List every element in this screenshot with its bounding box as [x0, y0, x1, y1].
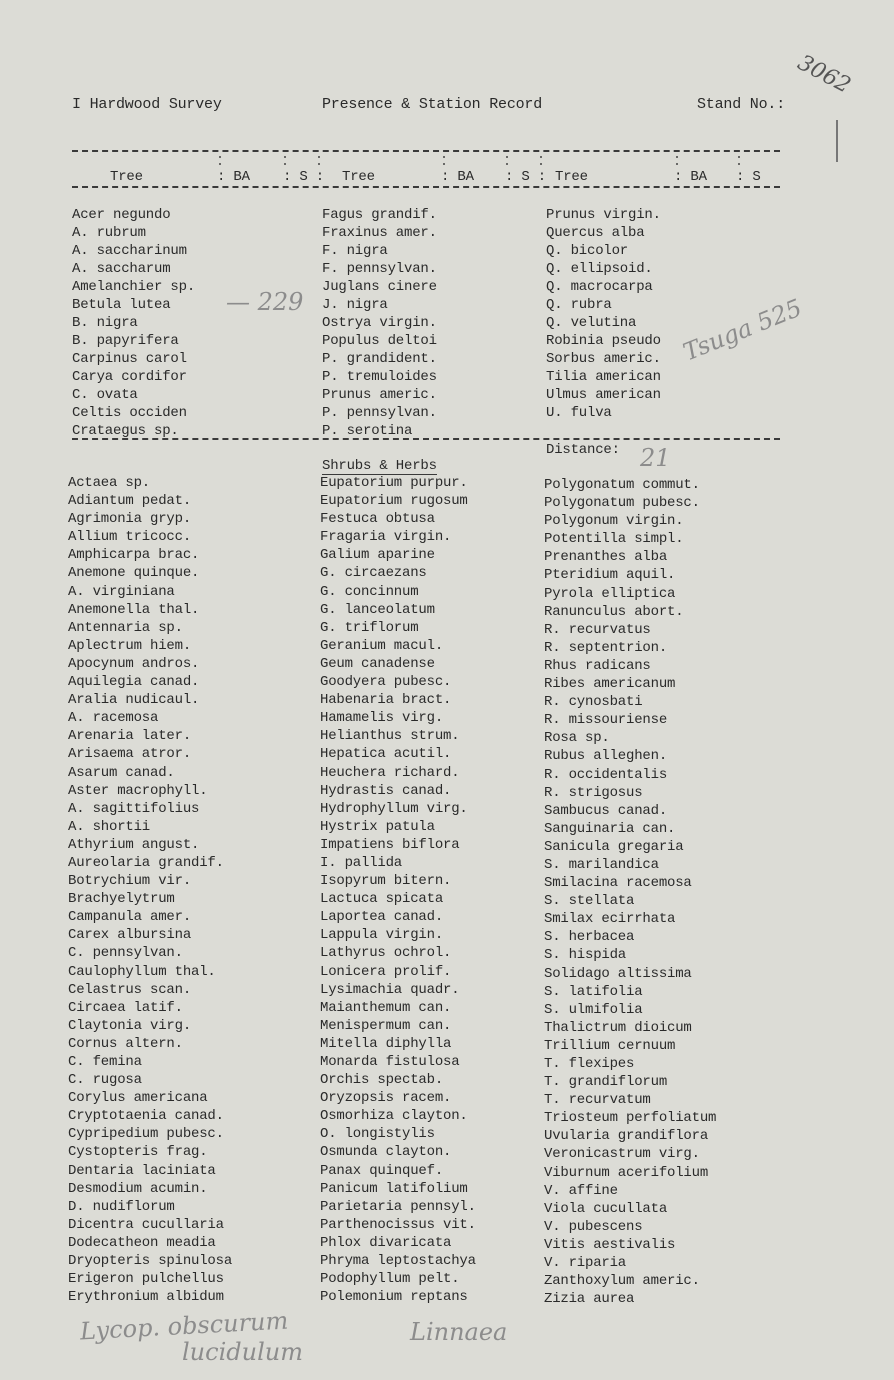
list-item: A. racemosa	[68, 710, 159, 727]
stand-number-label: Stand No.:	[697, 96, 786, 113]
list-item: Campanula amer.	[68, 909, 192, 926]
list-item: F. nigra	[322, 243, 388, 259]
list-item: Adiantum pedat.	[68, 493, 192, 510]
list-item: Rhus radicans	[544, 657, 651, 674]
list-item: T. grandiflorum	[544, 1074, 668, 1091]
header-s-2: : S :	[505, 169, 547, 185]
handwritten-distance-value: 21	[640, 444, 671, 472]
list-item: Erigeron pulchellus	[68, 1271, 224, 1288]
list-item: Ostrya virgin.	[322, 315, 437, 331]
header-ba-3-label: BA	[690, 169, 707, 185]
list-item: Geum canadense	[320, 655, 435, 672]
handwritten-betula-number: 229	[257, 288, 304, 316]
list-item: Zizia aurea	[544, 1291, 635, 1308]
list-item: Parthenocissus vit.	[320, 1216, 476, 1233]
list-item: Crataegus sp.	[72, 423, 179, 439]
list-item: Carex albursina	[68, 927, 192, 944]
list-item: Desmodium acumin.	[68, 1180, 208, 1197]
list-item: Brachyelytrum	[68, 891, 175, 908]
herb-list-1	[68, 474, 232, 1306]
list-item: Aquilegia canad.	[68, 674, 200, 691]
handwritten-note-lycopodium: Lycop. obscurum	[79, 1306, 289, 1346]
list-item: A. sagittifolius	[68, 800, 200, 817]
list-item: Smilax ecirrhata	[544, 911, 676, 928]
list-item: Tilia american	[546, 369, 661, 385]
list-item: Populus deltoi	[322, 333, 437, 349]
trees-end-rule	[72, 438, 780, 440]
list-item: Viburnum acerifolium	[544, 1164, 709, 1181]
list-item: R. recurvatus	[544, 621, 651, 638]
list-item: Polemonium reptans	[320, 1289, 468, 1306]
list-item: Aureolaria grandif.	[68, 854, 224, 871]
list-item: F. pennsylvan.	[322, 261, 437, 277]
list-item: Caulophyllum thal.	[68, 963, 216, 980]
list-item: Dodecatheon meadia	[68, 1234, 216, 1251]
list-item: Quercus alba	[546, 225, 645, 241]
list-item: Arisaema atror.	[68, 746, 192, 763]
list-item: Festuca obtusa	[320, 511, 435, 528]
list-item: Dentaria laciniata	[68, 1162, 216, 1179]
list-item: Celtis occiden	[72, 405, 187, 421]
list-item: Oryzopsis racem.	[320, 1090, 452, 1107]
list-item: A. shortii	[68, 818, 151, 835]
sheet-number: 3062	[793, 50, 855, 99]
list-item: S. latifolia	[544, 983, 643, 1000]
list-item: Arenaria later.	[68, 728, 192, 745]
list-item: Polygonatum pubesc.	[544, 495, 700, 512]
list-item: Hydrastis canad.	[320, 782, 452, 799]
list-item: P. grandident.	[322, 351, 437, 367]
list-item: Antennaria sp.	[68, 619, 183, 636]
list-item: Actaea sp.	[68, 475, 151, 491]
list-item: Lappula virgin.	[320, 927, 444, 944]
list-item: Orchis spectab.	[320, 1072, 444, 1089]
list-item: C. ovata	[72, 387, 138, 403]
list-item: A. saccharum	[72, 261, 171, 277]
header-s-3: : S	[736, 169, 761, 185]
list-item: T. recurvatum	[544, 1092, 651, 1109]
list-item: Sanicula gregaria	[544, 838, 684, 855]
list-item: Eupatorium rugosum	[320, 493, 468, 510]
list-item: Hepatica acutil.	[320, 746, 452, 763]
list-item: U. fulva	[546, 405, 612, 421]
list-item: Apocynum andros.	[68, 655, 200, 672]
list-item: Dryopteris spinulosa	[68, 1253, 233, 1270]
list-item: Parietaria pennsyl.	[320, 1198, 476, 1215]
list-item: A. saccharinum	[72, 243, 187, 259]
list-item: D. nudiflorum	[68, 1198, 175, 1215]
header-ba-1: : BA	[217, 169, 250, 185]
list-item: Asarum canad.	[68, 764, 175, 781]
list-item: Pyrola elliptica	[544, 585, 676, 602]
list-item: Ribes americanum	[544, 676, 676, 693]
list-item: Acer negundo	[72, 207, 171, 223]
list-item: Viola cucullata	[544, 1200, 668, 1217]
header-s-1-label: S	[299, 169, 308, 185]
list-item: C. femina	[68, 1054, 142, 1070]
list-item: S. stellata	[544, 893, 635, 910]
list-item: Sorbus americ.	[546, 351, 661, 367]
list-item: Hydrophyllum virg.	[320, 800, 468, 817]
list-item: Botrychium vir.	[68, 873, 192, 890]
list-item: Veronicastrum virg.	[544, 1146, 700, 1163]
list-item: Potentilla simpl.	[544, 531, 684, 548]
list-item: Monarda fistulosa	[320, 1054, 460, 1070]
list-item: G. concinnum	[320, 583, 419, 600]
list-item: Sanguinaria can.	[544, 820, 676, 837]
list-item: Q. velutina	[546, 315, 637, 331]
list-item: S. marilandica	[544, 856, 659, 873]
list-item: Sambucus canad.	[544, 802, 668, 819]
survey-title: I Hardwood Survey	[72, 96, 222, 113]
handwritten-betula-value: — 229	[226, 288, 304, 316]
list-item: Polygonatum commut.	[544, 477, 700, 493]
list-item: Impatiens biflora	[320, 836, 460, 853]
list-item: S. ulmifolia	[544, 1001, 643, 1018]
list-item: Osmorhiza clayton.	[320, 1108, 468, 1125]
list-item: Pteridium aquil.	[544, 567, 676, 584]
list-item: Triosteum perfoliatum	[544, 1110, 717, 1127]
list-item: Fragaria virgin.	[320, 529, 452, 546]
shrubs-herbs-heading: Shrubs & Herbs	[322, 458, 437, 474]
list-item: Vitis aestivalis	[544, 1236, 676, 1253]
list-item: Lathyrus ochrol.	[320, 945, 452, 962]
header-rule	[72, 186, 780, 188]
list-item: Habenaria bract.	[320, 692, 452, 709]
list-item: Lactuca spicata	[320, 891, 444, 908]
list-item: Laportea canad.	[320, 909, 444, 926]
list-item: R. occidentalis	[544, 766, 668, 783]
list-item: Prenanthes alba	[544, 549, 668, 566]
list-item: Ulmus american	[546, 387, 661, 403]
list-item: A. rubrum	[72, 225, 146, 241]
list-item: P. tremuloides	[322, 369, 437, 385]
list-item: Q. ellipsoid.	[546, 261, 653, 277]
list-item: Uvularia grandiflora	[544, 1128, 709, 1145]
list-item: Prunus americ.	[322, 387, 437, 403]
list-item: Hystrix patula	[320, 818, 435, 835]
handwritten-tsuga-note: Tsuga 525	[679, 293, 806, 367]
list-item: Rubus alleghen.	[544, 748, 668, 765]
list-item: Fagus grandif.	[322, 207, 437, 223]
list-item: Cypripedium pubesc.	[68, 1126, 224, 1143]
list-item: A. virginiana	[68, 583, 175, 600]
list-item: Rosa sp.	[544, 730, 610, 747]
list-item: Cryptotaenia canad.	[68, 1108, 224, 1125]
list-item: Celastrus scan.	[68, 981, 192, 998]
list-item: Eupatorium purpur.	[320, 475, 468, 491]
list-item: G. circaezans	[320, 565, 427, 582]
distance-label: Distance:	[546, 442, 620, 458]
list-item: Robinia pseudo	[546, 333, 661, 349]
list-item: R. cynosbati	[544, 694, 643, 711]
list-item: Mitella diphylla	[320, 1035, 452, 1052]
list-item: Podophyllum pelt.	[320, 1271, 460, 1288]
list-item: Phlox divaricata	[320, 1234, 452, 1251]
list-item: B. nigra	[72, 315, 138, 331]
list-item: Circaea latif.	[68, 999, 183, 1016]
list-item: Carya cordifor	[72, 369, 187, 385]
list-item: Carpinus carol	[72, 351, 187, 367]
list-item: V. affine	[544, 1182, 618, 1199]
list-item: Allium tricocc.	[68, 529, 192, 546]
list-item: C. rugosa	[68, 1072, 142, 1089]
list-item: P. pennsylvan.	[322, 405, 437, 421]
list-item: B. papyrifera	[72, 333, 179, 349]
list-item: Amphicarpa brac.	[68, 547, 200, 564]
list-item: Geranium macul.	[320, 637, 444, 654]
header-ba-2-label: BA	[457, 169, 474, 185]
list-item: Lysimachia quadr.	[320, 981, 460, 998]
list-item: Smilacina racemosa	[544, 875, 692, 892]
list-item: Osmunda clayton.	[320, 1144, 452, 1161]
list-item: Q. rubra	[546, 297, 612, 313]
list-item: Panax quinquef.	[320, 1162, 444, 1179]
list-item: R. missouriense	[544, 712, 668, 729]
list-item: J. nigra	[322, 297, 388, 313]
list-item: Polygonum virgin.	[544, 513, 684, 530]
list-item: Corylus americana	[68, 1090, 208, 1107]
list-item: S. hispida	[544, 947, 627, 964]
list-item: Phryma leptostachya	[320, 1253, 476, 1270]
list-item: Dicentra cucullaria	[68, 1216, 224, 1233]
list-item: Hamamelis virg.	[320, 710, 444, 727]
list-item: S. herbacea	[544, 929, 635, 946]
list-item: Maianthemum can.	[320, 999, 452, 1016]
list-item: Betula lutea	[72, 297, 171, 313]
tree-list-2	[322, 206, 437, 440]
list-item: R. septentrion.	[544, 639, 668, 656]
list-item: Anemonella thal.	[68, 601, 200, 618]
list-item: Agrimonia gryp.	[68, 511, 192, 528]
list-item: Fraxinus amer.	[322, 225, 437, 241]
list-item: Q. macrocarpa	[546, 279, 653, 295]
list-item: P. serotina	[322, 423, 413, 439]
list-item: O. longistylis	[320, 1126, 435, 1143]
list-item: I. pallida	[320, 854, 403, 871]
list-item: Cornus altern.	[68, 1035, 183, 1052]
list-item: T. flexipes	[544, 1056, 635, 1072]
list-item: Aster macrophyll.	[68, 782, 208, 799]
list-item: Helianthus strum.	[320, 728, 460, 745]
list-item: Heuchera richard.	[320, 764, 460, 781]
pencil-mark	[836, 120, 838, 162]
list-item: V. pubescens	[544, 1218, 643, 1235]
header-ba-2: : BA	[441, 169, 474, 185]
tree-list-3	[546, 206, 661, 422]
header-tree-1: Tree	[110, 169, 143, 185]
list-item: Menispermum can.	[320, 1017, 452, 1034]
header-s-3-label: S	[752, 169, 761, 185]
list-item: G. lanceolatum	[320, 601, 435, 618]
list-item: Zanthoxylum americ.	[544, 1273, 700, 1290]
list-item: Aralia nudicaul.	[68, 692, 200, 709]
list-item: Q. bicolor	[546, 243, 629, 259]
list-item: Claytonia virg.	[68, 1017, 192, 1034]
list-item: Ranunculus abort.	[544, 603, 684, 620]
list-item: Galium aparine	[320, 547, 435, 564]
header-s-2-label: S	[521, 169, 530, 185]
list-item: Aplectrum hiem.	[68, 637, 192, 654]
header-tree-2: Tree	[342, 169, 375, 185]
list-item: Solidago altissima	[544, 965, 692, 982]
handwritten-note-lucidulum: lucidulum	[182, 1338, 303, 1366]
list-item: Lonicera prolif.	[320, 963, 452, 980]
list-item: R. strigosus	[544, 784, 643, 801]
list-item: Erythronium albidum	[68, 1289, 224, 1306]
list-item: Anemone quinque.	[68, 565, 200, 582]
header-s-1: : S :	[283, 169, 325, 185]
list-item: C. pennsylvan.	[68, 945, 183, 962]
list-item: Juglans cinere	[322, 279, 437, 295]
list-item: Prunus virgin.	[546, 207, 661, 223]
list-item: V. riparia	[544, 1255, 627, 1272]
list-item: Trillium cernuum	[544, 1037, 676, 1054]
tree-list-1	[72, 206, 195, 440]
header-ba-3: : BA	[674, 169, 707, 185]
list-item: Thalictrum dioicum	[544, 1019, 692, 1036]
herb-list-2	[320, 474, 476, 1306]
top-rule	[72, 150, 780, 152]
record-title: Presence & Station Record	[322, 96, 543, 113]
handwritten-note-linnaea: Linnaea	[410, 1318, 508, 1346]
list-item: Isopyrum bitern.	[320, 873, 452, 890]
herb-list-3	[544, 476, 716, 1308]
list-item: G. triflorum	[320, 619, 419, 636]
header-tree-3: Tree	[555, 169, 588, 185]
list-item: Athyrium angust.	[68, 836, 200, 853]
list-item: Amelanchier sp.	[72, 279, 196, 295]
list-item: Goodyera pubesc.	[320, 674, 452, 691]
list-item: Panicum latifolium	[320, 1180, 468, 1197]
list-item: Cystopteris frag.	[68, 1144, 208, 1161]
header-ba-1-label: BA	[233, 169, 250, 185]
